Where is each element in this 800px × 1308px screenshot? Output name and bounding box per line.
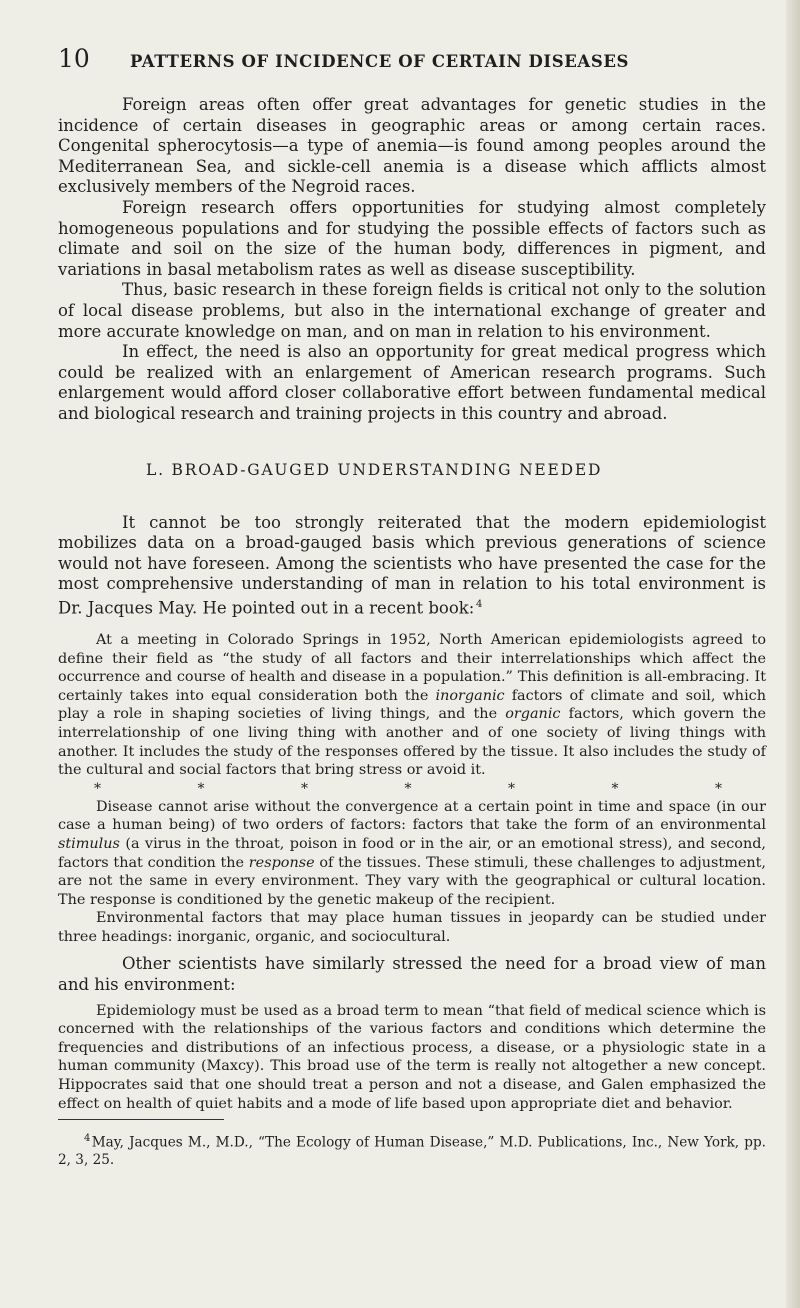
quote-text: Disease cannot arise without the convergence at a certain point in time and space (in our case a human being) of two orders of factors: factors that take the form of an environmental <box>58 798 766 834</box>
footnote-rule <box>58 1119 224 1120</box>
running-head: PATTERNS OF INCIDENCE OF CERTAIN DISEASES <box>130 52 630 71</box>
paragraph-foreign-research: Foreign research offers opportunities for studying almost completely homogeneous populations and for studying the possible effects of factors such as climate and soil on the size of the human body, differences in pigment, and variations in basal metabolism rates as well as disease susceptibility. <box>58 197 766 279</box>
page-edge-shadow <box>786 0 800 1308</box>
quote-paragraph-convergence <box>58 798 766 910</box>
section-heading: L. BROAD-GAUGED UNDERSTANDING NEEDED <box>146 460 603 479</box>
footnote <box>58 1130 766 1169</box>
quote-paragraph-environmental-factors: Environmental factors that may place human tissues in jeopardy can be studied under three headings: inorganic, organic, and sociocultural. <box>58 910 766 945</box>
star: * <box>508 780 515 797</box>
quote-text: (a virus in the throat, poison in food or in the air, or an emotional stress), and second, factors that condition the <box>58 835 766 871</box>
paragraph-basic-research: Thus, basic research in these foreign fields is critical not only to the solution of local disease problems, but also in the international exchange of greater and more accurate knowledge on man, and on man in relation to his environment. <box>58 280 766 341</box>
footnote-text: May, Jacques M., M.D., “The Ecology of Human Disease,” M.D. Publications, Inc., New York, pp. 2, 3, 25. <box>58 1134 766 1168</box>
star: * <box>404 780 412 797</box>
page-number: 10 <box>58 44 90 73</box>
ellipsis-stars <box>58 780 766 798</box>
page-header <box>58 44 766 73</box>
emphasis-organic: organic <box>505 706 561 723</box>
footnote-reference: 4 <box>475 598 483 610</box>
emphasis-stimulus: stimulus <box>58 835 120 852</box>
quote-text: factors of climate and soil, which play a role in shaping societies of living things, and the <box>58 687 766 723</box>
star: * <box>94 780 101 797</box>
quote-paragraph-definition <box>58 631 766 780</box>
star: * <box>611 780 619 797</box>
quote-text: of the tissues. These stimuli, these challenges to adjustment, are not the same in every environment. They vary with the geographical or cultural location. The response is conditioned by the genetic makeup of the recipient. <box>58 854 766 908</box>
footnote-marker: 4 <box>84 1133 91 1145</box>
quote-text: At a meeting in Colorado Springs in 1952, North American epidemiologists agreed to define their field as “the study of all factors and their interrelationships which affect the occurrence and course of health and disease in a population.” This definition is all-embracing. It certainly takes into equal consideration both the <box>58 631 766 704</box>
paragraph-other-scientists: Other scientists have similarly stressed the need for a broad view of man and his environment: <box>58 954 766 995</box>
intro-text: It cannot be too strongly reiterated that the modern epidemiologist mobilizes data on a broad-gauged basis which previous generations of science would not have foreseen. Among the scientists who have presented the case for the most comprehensive understanding of man in relation to his total environment is Dr. Jacques May. He pointed out in a recent book: <box>58 512 766 618</box>
star: * <box>197 780 205 797</box>
quote-text: factors, which govern the interrelationship of one living thing with another and of one society of living things with another. It includes the study of the responses offered by the tissue. It also includes the study of the cultural and social factors that bring stress or avoid it. <box>58 706 766 779</box>
star: * <box>715 780 722 797</box>
paragraph-intro <box>58 513 766 619</box>
emphasis-response: response <box>248 854 315 871</box>
star: * <box>301 780 308 797</box>
emphasis-inorganic: inorganic <box>435 687 505 704</box>
paragraph-medical-progress: In effect, the need is also an opportunity for great medical progress which could be realized with an enlargement of American research programs. Such enlargement would afford closer collaborative effort between fundamental medical and biological research and training projects in this country and abroad. <box>58 342 766 423</box>
quote-epidemiology: Epidemiology must be used as a broad term to mean “that field of medical science which is concerned with the relationships of the various factors and conditions which determine the frequencies and distributions of an infectious process, a disease, or a physiologic state in a human community (Maxcy). This broad use of the term is really not altogether a new concept. Hippocrates said that one should treat a person and not a disease, and Galen emphasized the effect on health of quiet habits and a mode of life based upon appropriate diet and behavior. <box>58 1002 766 1112</box>
paragraph-genetic-studies: Foreign areas often offer great advantages for genetic studies in the incidence of certain diseases in geographic areas or among certain races. Congenital spherocytosis—a type of anemia—is found among peoples around the Mediterranean Sea, and sickle-cell anemia is a disease which afflicts almost exclusively members of the Negroid races. <box>58 95 766 197</box>
